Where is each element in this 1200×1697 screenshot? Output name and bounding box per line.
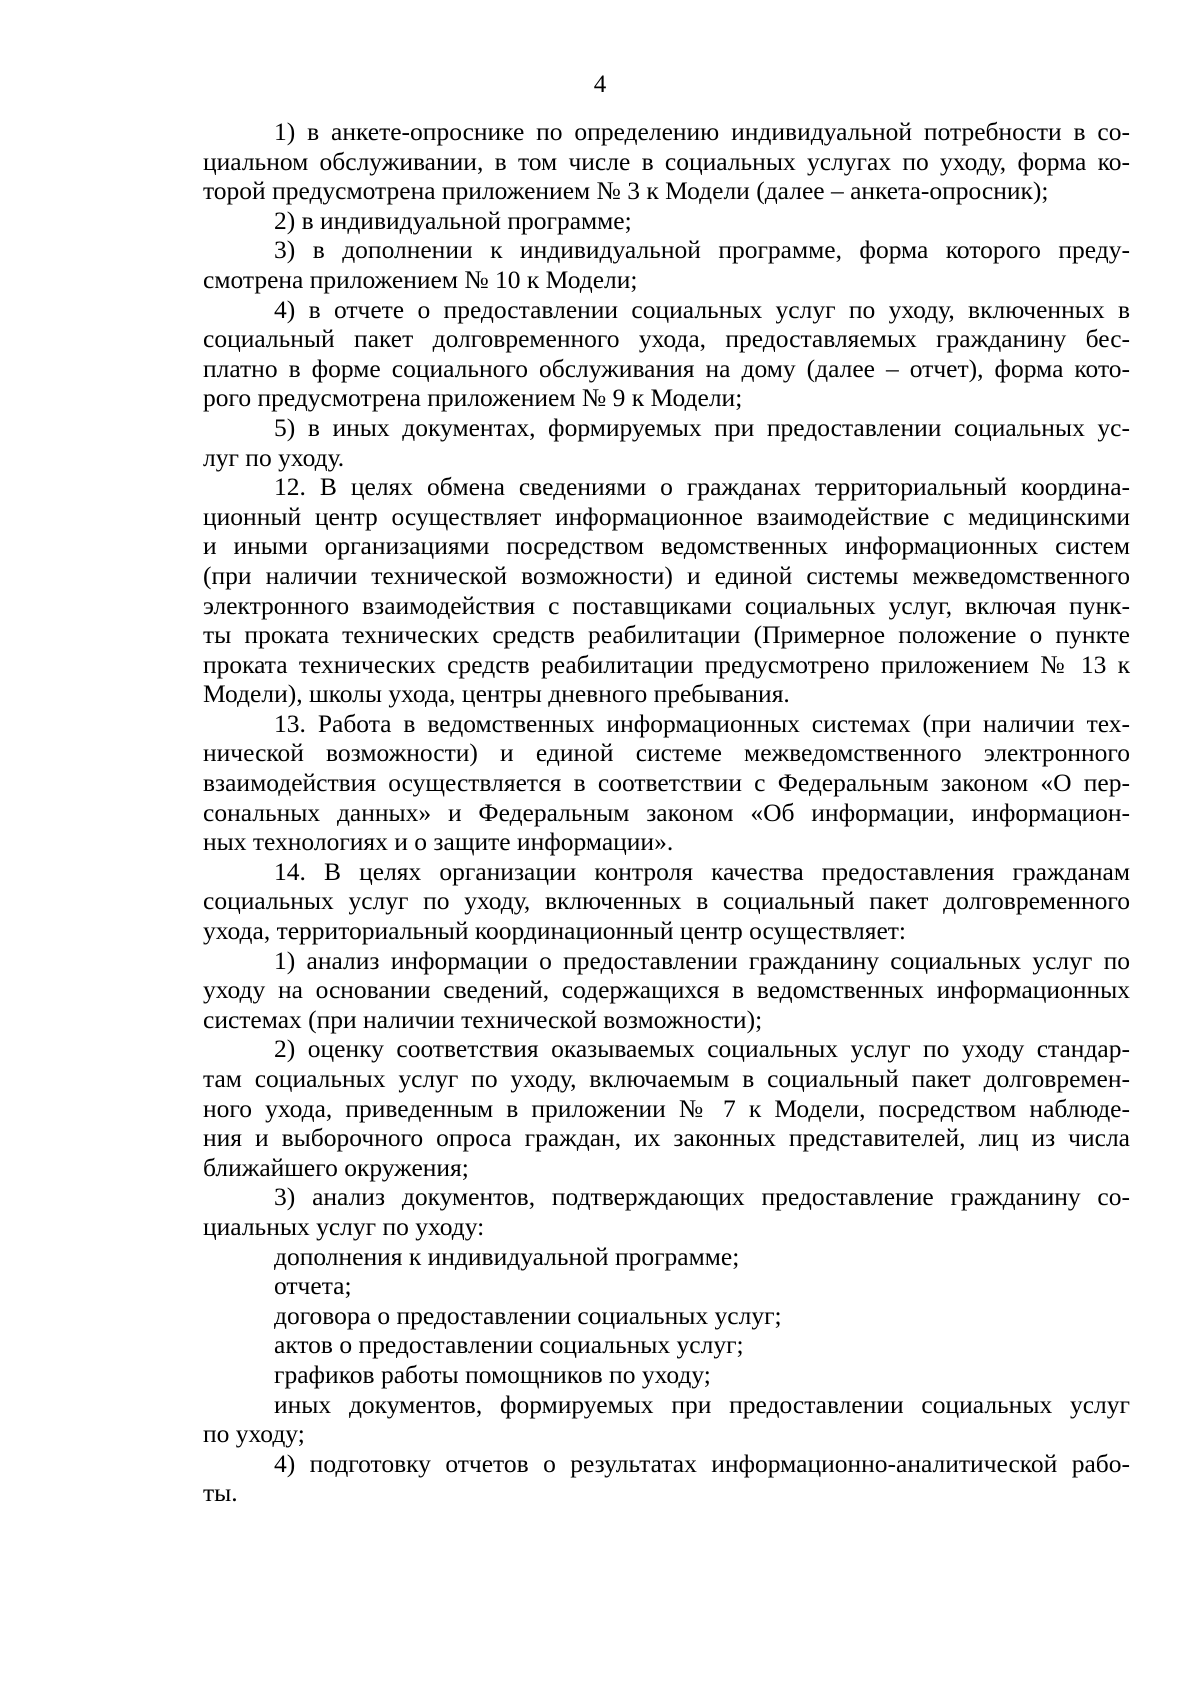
text-line: смотрена приложением № 10 к Модели; (203, 264, 638, 294)
text-line: 2) оценку соответствия оказываемых социальных услуг по уходу стандар- (274, 1034, 1130, 1064)
text-line: уходу на основании сведений, содержащихся в ведомственных информационных (203, 975, 1130, 1005)
text-line: 1) анализ информации о предоставлении гражданину социальных услуг по (274, 945, 1130, 975)
text-line: ния и выборочного опроса граждан, их законных представителей, лиц из числа (203, 1123, 1130, 1153)
text-line: 3) анализ документов, подтверждающих предоставление гражданину со- (274, 1182, 1130, 1212)
document-body (203, 117, 1130, 1508)
text-line: платно в форме социального обслуживания на дому (далее – отчет), форма кото- (203, 353, 1130, 383)
text-line: актов о предоставлении социальных услуг; (274, 1330, 744, 1360)
text-line: 1) в анкете-опроснике по определению индивидуальной потребности в со- (274, 117, 1130, 146)
text-line: договора о предоставлении социальных услуг; (274, 1300, 782, 1330)
text-line: социальных услуг по уходу, включенных в социальный пакет долговременного (203, 886, 1130, 916)
text-line: ты проката технических средств реабилитации (Примерное положение о пункте (203, 620, 1130, 650)
text-line: 14. В целях организации контроля качества предоставления гражданам (274, 856, 1130, 886)
text-line: 4) в отчете о предоставлении социальных услуг по уходу, включенных в (274, 294, 1130, 324)
text-line: сональных данных» и Федеральным законом «Об информации, информацион- (203, 797, 1130, 827)
text-line: системах (при наличии технической возможности); (203, 1004, 763, 1034)
text-line: иных документов, формируемых при предоставлении социальных услуг (274, 1389, 1130, 1419)
text-line: проката технических средств реабилитации предусмотрено приложением № 13 к (203, 649, 1130, 679)
text-line: 4) подготовку отчетов о результатах информационно-аналитической рабо- (274, 1448, 1130, 1478)
text-line: взаимодействия осуществляется в соответствии с Федеральным законом «О пер- (203, 768, 1130, 798)
text-line: по уходу; (203, 1419, 305, 1449)
text-line: ухода, территориальный координационный центр осуществляет: (203, 916, 906, 946)
text-line: (при наличии технической возможности) и единой системы межведомственного (203, 560, 1130, 590)
text-line: графиков работы помощников по уходу; (274, 1359, 711, 1389)
text-line: дополнения к индивидуальной программе; (274, 1241, 740, 1271)
text-line: 2) в индивидуальной программе; (274, 205, 632, 235)
text-line: 3) в дополнении к индивидуальной программе, форма которого преду- (274, 235, 1130, 265)
text-line: и иными организациями посредством ведомственных информационных систем (203, 531, 1130, 561)
page-number: 4 (593, 71, 607, 98)
text-line: ционный центр осуществляет информационное взаимодействие с медицинскими (203, 501, 1130, 531)
text-line: ты. (203, 1478, 238, 1508)
text-line: луг по уходу. (203, 442, 345, 472)
text-line: Модели), школы ухода, центры дневного пребывания. (203, 679, 790, 709)
text-line: 13. Работа в ведомственных информационных системах (при наличии тех- (274, 708, 1130, 738)
text-line: ближайшего окружения; (203, 1152, 469, 1182)
text-line: торой предусмотрена приложением № 3 к Модели (далее – анкета-опросник); (203, 176, 1049, 206)
text-line: 12. В целях обмена сведениями о гражданах территориальный координа- (274, 472, 1130, 502)
text-line: 5) в иных документах, формируемых при предоставлении социальных ус- (274, 412, 1130, 442)
text-line: циальном обслуживании, в том числе в социальных услугах по уходу, форма ко- (203, 146, 1130, 176)
text-line: рого предусмотрена приложением № 9 к Модели; (203, 383, 743, 413)
text-line: нической возможности) и единой системе межведомственного электронного (203, 738, 1130, 768)
text-line: ных технологиях и о защите информации». (203, 827, 674, 857)
text-line: там социальных услуг по уходу, включаемым в социальный пакет долговремен- (203, 1064, 1130, 1093)
text-line: отчета; (274, 1271, 352, 1301)
text-line: электронного взаимодействия с поставщиками социальных услуг, включая пунк- (203, 590, 1130, 620)
text-line: ного ухода, приведенным в приложении № 7 к Модели, посредством наблюде- (203, 1093, 1130, 1123)
text-line: социальный пакет долговременного ухода, предоставляемых гражданину бес- (203, 324, 1130, 354)
text-line: циальных услуг по уходу: (203, 1211, 485, 1241)
